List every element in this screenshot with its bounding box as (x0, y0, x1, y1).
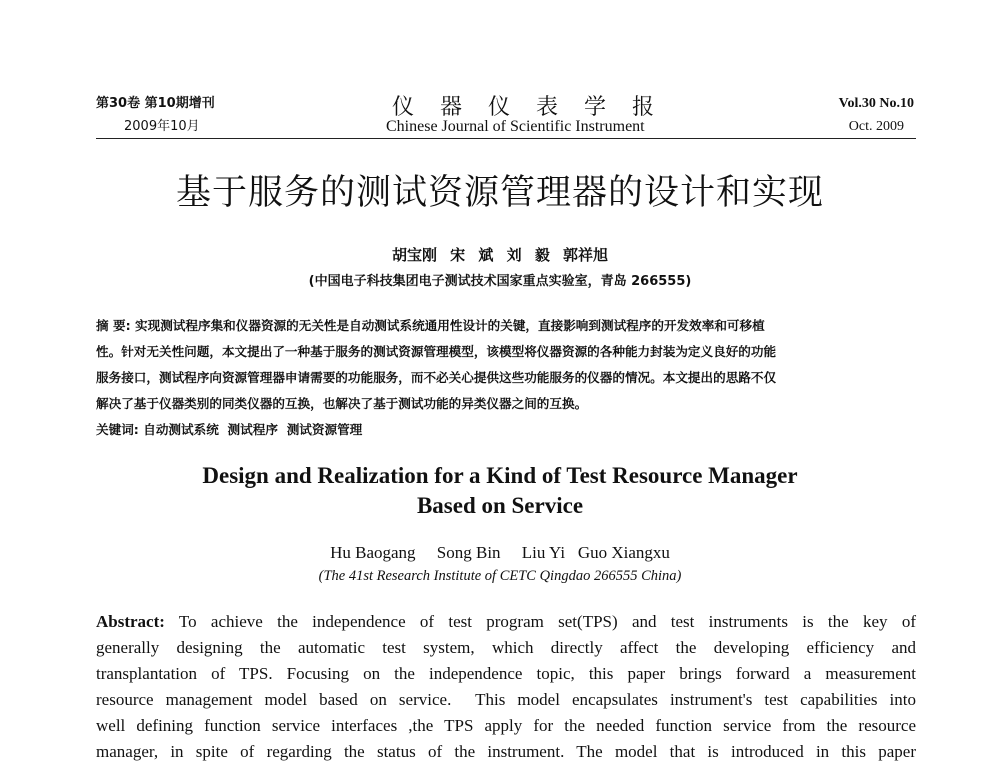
header-rule (96, 138, 916, 139)
volume-en: Vol.30 No.10 (838, 96, 914, 111)
abstract-cn (96, 313, 920, 443)
abstract-cn-line: 性。针对无关性问题，本文提出了一种基于服务的测试资源管理模型，该模型将仪器资源的各种能力封装为定义良好的功能 (96, 344, 777, 359)
date-en: Oct. 2009 (848, 119, 904, 134)
keywords-cn: 自动测试系统 测试程序 测试资源管理 (143, 422, 363, 437)
paper-title-cn: 基于服务的测试资源管理器的设计和实现 (175, 173, 824, 213)
keywords-cn-label: 关键词: (96, 422, 139, 437)
abstract-en (96, 609, 916, 765)
abstract-cn-line: 解决了基于仪器类别的同类仪器的互换，也解决了基于测试功能的异类仪器之间的互换。 (96, 396, 588, 411)
authors-en: Hu Baogang Song Bin Liu Yi Guo Xiangxu (330, 543, 670, 562)
abstract-en-line: well defining function service interfaces ,the TPS apply for the needed function service from the resource (96, 716, 916, 735)
abstract-en-line: To achieve the independence of test program set(TPS) and test instruments is the key of (178, 612, 916, 631)
abstract-en-line: resource management model based on service. This model encapsulates instrument's test capabilities into (96, 690, 916, 709)
affiliation-cn: (中国电子科技集团电子测试技术国家重点实验室，青岛 266555) (308, 274, 692, 289)
journal-title-en: Chinese Journal of Scientific Instrument (386, 118, 645, 135)
paper-title-en-line: Based on Service (416, 493, 584, 518)
date-cn: 2009年10月 (124, 119, 200, 134)
abstract-en-line: transplantation of TPS. Focusing on the independence topic, this paper brings forward a measurement (96, 664, 916, 683)
abstract-en-line: manager, in spite of regarding the status of the instrument. The model that is introduced in this paper (96, 742, 916, 761)
abstract-cn-label: 摘 要: (96, 318, 131, 333)
abstract-cn-line: 实现测试程序集和仪器资源的无关性是自动测试系统通用性设计的关键，直接影响到测试程序的开发效率和可移植 (135, 318, 765, 333)
journal-title-cn: 仪器仪表学报 (392, 95, 681, 120)
abstract-en-label: Abstract: (96, 612, 165, 631)
paper-title-en (0, 461, 1000, 521)
abstract-cn-line: 服务接口，测试程序向资源管理器申请需要的功能服务，而不必关心提供这些功能服务的仪器的情况。本文提出的思路不仅 (96, 370, 777, 385)
paper-title-en-line: Design and Realization for a Kind of Test Resource Manager (202, 463, 798, 488)
abstract-en-line: generally designing the automatic test system, which directly affect the developing efficiency and (96, 638, 916, 657)
volume-cn: 第30卷 第10期增刊 (96, 96, 215, 111)
authors-cn: 胡宝刚 宋 斌 刘 毅 郭祥旭 (391, 246, 609, 264)
affiliation-en: (The 41st Research Institute of CETC Qingdao 266555 China) (318, 568, 682, 584)
